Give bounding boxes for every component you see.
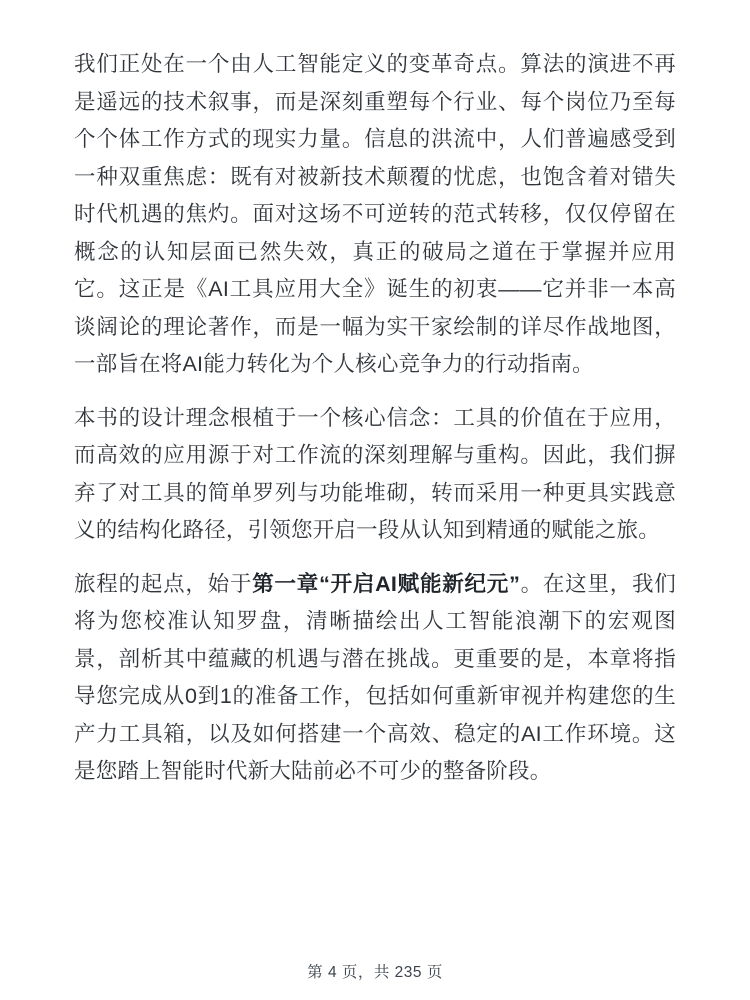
document-body — [74, 46, 676, 960]
page-number-label: 第 4 页，共 235 页 — [307, 964, 443, 981]
chapter-title-emphasis: 第一章“开启AI赋能新纪元” — [252, 571, 521, 596]
paragraph-1 — [74, 46, 676, 384]
paragraph-3-text-lead: 旅程的起点，始于 — [74, 571, 253, 596]
page-footer — [74, 960, 676, 1000]
paragraph-2-text: 本书的设计理念根植于一个核心信念：工具的价值在于应用，而高效的应用源于对工作流的深刻理解与重构。因此，我们摒弃了对工具的简单罗列与功能堆砌，转而采用一种更具实践意义的结构化路径，引领您开启一段从认知到精通的赋能之旅。 — [74, 405, 676, 542]
paragraph-3-text-tail: 。在这里，我们将为您校准认知罗盘，清晰描绘出人工智能浪潮下的宏观图景，剖析其中蕴藏的机遇与潜在挑战。更重要的是，本章将指导您完成从0到1的准备工作，包括如何重新审视并构建您的生产力工具箱，以及如何搭建一个高效、稳定的AI工作环境。这是您踏上智能时代新大陆前必不可少的整备阶段。 — [74, 571, 676, 783]
paragraph-2 — [74, 400, 676, 550]
paragraph-1-text: 我们正处在一个由人工智能定义的变革奇点。算法的演进不再是遥远的技术叙事，而是深刻重塑每个行业、每个岗位乃至每个个体工作方式的现实力量。信息的洪流中，人们普遍感受到一种双重焦虑：既有对被新技术颠覆的忧虑，也饱含着对错失时代机遇的焦灼。面对这场不可逆转的范式转移，仅仅停留在概念的认知层面已然失效，真正的破局之道在于掌握并应用它。这正是《AI工具应用大全》诞生的初衷——它并非一本高谈阔论的理论著作，而是一幅为实干家绘制的详尽作战地图，一部旨在将AI能力转化为个人核心竞争力的行动指南。 — [74, 52, 676, 376]
paragraph-3 — [74, 566, 676, 791]
